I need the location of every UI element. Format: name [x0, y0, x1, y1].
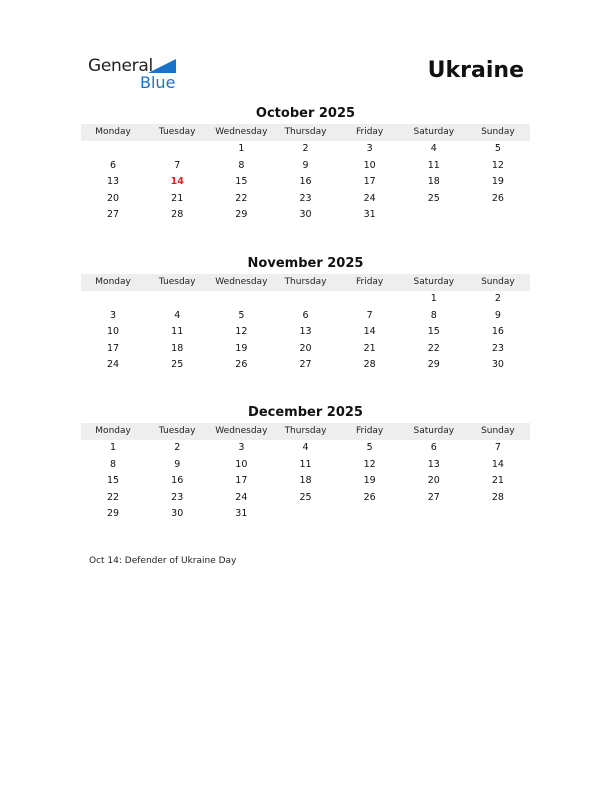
empty-day-cell — [145, 141, 209, 158]
day-cell: 30 — [171, 508, 184, 520]
empty-day-cell — [338, 291, 402, 308]
day-cell: 1 — [430, 293, 437, 304]
weekday-header: Tuesday — [158, 277, 196, 287]
day-cell: 4 — [174, 309, 181, 321]
day-cell: 23 — [299, 192, 312, 204]
day-cell: 16 — [171, 475, 184, 487]
empty-day-cell — [273, 506, 337, 523]
week-row — [81, 158, 530, 175]
day-cell: 3 — [238, 442, 245, 453]
day-cell: 28 — [363, 359, 376, 371]
day-cell: 23 — [171, 491, 184, 503]
weekday-header: Wednesday — [215, 127, 268, 137]
day-cell: 2 — [494, 293, 501, 304]
month-december — [81, 405, 530, 523]
week-row — [81, 308, 530, 325]
month-november — [81, 256, 530, 374]
day-cell: 31 — [235, 508, 248, 520]
day-cell: 18 — [299, 475, 312, 487]
week-row — [81, 440, 530, 457]
logo-triangle-icon — [148, 59, 176, 73]
day-cell: 1 — [238, 143, 245, 154]
holiday-note: Oct 14: Defender of Ukraine Day — [89, 556, 237, 566]
week-row — [81, 141, 530, 158]
week-row — [81, 324, 530, 341]
holiday-notes — [89, 556, 236, 566]
weekday-header-row — [81, 274, 530, 291]
empty-day-cell — [402, 506, 466, 523]
weekday-header: Monday — [95, 127, 131, 137]
weekday-header: Sunday — [481, 127, 515, 137]
day-cell: 16 — [299, 176, 312, 188]
day-cell: 4 — [302, 442, 309, 453]
empty-day-cell — [466, 506, 530, 523]
weekday-header: Wednesday — [215, 426, 268, 436]
day-cell: 7 — [174, 159, 181, 171]
day-cell: 5 — [366, 442, 373, 453]
empty-day-cell — [338, 506, 402, 523]
day-cell: 14 — [170, 176, 184, 188]
empty-day-cell — [209, 291, 273, 308]
day-cell: 3 — [366, 143, 373, 154]
week-row — [81, 174, 530, 191]
day-cell: 13 — [299, 326, 312, 338]
day-cell: 28 — [491, 491, 504, 503]
day-cell: 9 — [494, 309, 501, 321]
day-cell: 22 — [427, 342, 440, 354]
day-cell: 12 — [363, 458, 376, 470]
weekday-header: Saturday — [413, 127, 455, 137]
empty-day-cell — [273, 291, 337, 308]
empty-day-cell — [466, 207, 530, 224]
day-cell: 25 — [171, 359, 184, 371]
weekday-header-row — [81, 124, 530, 141]
week-row — [81, 357, 530, 374]
day-cell: 22 — [107, 491, 120, 503]
day-cell: 3 — [110, 309, 117, 321]
weekday-header: Friday — [355, 277, 384, 287]
day-cell: 26 — [363, 491, 376, 503]
weekday-header: Thursday — [284, 426, 327, 436]
day-cell: 5 — [494, 143, 501, 154]
weekday-header: Saturday — [413, 426, 455, 436]
day-cell: 16 — [491, 326, 504, 338]
day-cell: 15 — [235, 176, 248, 188]
day-cell: 9 — [302, 159, 309, 171]
day-cell: 8 — [238, 159, 245, 171]
day-cell: 14 — [363, 326, 376, 338]
day-cell: 10 — [363, 159, 376, 171]
day-cell: 2 — [174, 442, 181, 453]
day-cell: 17 — [107, 342, 120, 354]
day-cell: 18 — [171, 342, 184, 354]
day-cell: 24 — [107, 359, 120, 371]
day-cell: 11 — [427, 159, 440, 171]
day-cell: 12 — [235, 326, 248, 338]
logo-general-text: General — [88, 56, 153, 76]
week-row — [81, 506, 530, 523]
month-october — [81, 106, 530, 224]
day-cell: 12 — [491, 159, 504, 171]
day-cell: 27 — [427, 491, 440, 503]
day-cell: 14 — [491, 458, 504, 470]
day-cell: 15 — [107, 475, 120, 487]
week-row — [81, 191, 530, 208]
day-cell: 7 — [494, 442, 501, 453]
day-cell: 20 — [107, 192, 120, 204]
day-cell: 7 — [366, 309, 373, 321]
day-cell: 17 — [235, 475, 248, 487]
week-row — [81, 341, 530, 358]
generalblue-logo — [88, 56, 188, 92]
day-cell: 11 — [171, 326, 184, 338]
weekday-header: Wednesday — [215, 277, 268, 287]
weekday-header: Saturday — [413, 277, 455, 287]
week-row — [81, 490, 530, 507]
day-cell: 24 — [235, 491, 248, 503]
day-cell: 6 — [302, 309, 309, 321]
weekday-header: Thursday — [284, 277, 327, 287]
weekday-header: Friday — [355, 426, 384, 436]
weekday-header: Sunday — [481, 426, 515, 436]
week-row — [81, 207, 530, 224]
day-cell: 23 — [491, 342, 504, 354]
day-cell: 6 — [110, 159, 117, 171]
day-cell: 1 — [110, 442, 117, 453]
day-cell: 13 — [107, 176, 120, 188]
day-cell: 20 — [299, 342, 312, 354]
day-cell: 19 — [491, 176, 504, 188]
day-cell: 27 — [299, 359, 312, 371]
day-cell: 19 — [235, 342, 248, 354]
empty-day-cell — [145, 291, 209, 308]
empty-day-cell — [81, 291, 145, 308]
empty-day-cell — [402, 207, 466, 224]
day-cell: 30 — [491, 359, 504, 371]
day-cell: 13 — [427, 458, 440, 470]
month-title: November 2025 — [247, 256, 364, 271]
day-cell: 11 — [299, 458, 312, 470]
day-cell: 4 — [430, 143, 437, 154]
day-cell: 15 — [427, 326, 440, 338]
week-row — [81, 457, 530, 474]
day-cell: 21 — [363, 342, 376, 354]
weekday-header-row — [81, 423, 530, 440]
weekday-header: Sunday — [481, 277, 515, 287]
day-cell: 29 — [427, 359, 440, 371]
day-cell: 25 — [299, 491, 312, 503]
day-cell: 19 — [363, 475, 376, 487]
day-cell: 30 — [299, 209, 312, 221]
month-title: October 2025 — [255, 106, 356, 121]
day-cell: 18 — [427, 176, 440, 188]
weekday-header: Monday — [95, 277, 131, 287]
month-title: December 2025 — [248, 405, 363, 420]
day-cell: 24 — [363, 192, 376, 204]
day-cell: 6 — [430, 442, 437, 453]
day-cell: 26 — [491, 192, 504, 204]
day-cell: 29 — [107, 508, 120, 520]
day-cell: 20 — [427, 475, 440, 487]
day-cell: 27 — [107, 209, 120, 221]
day-cell: 5 — [238, 309, 245, 321]
logo-blue-text: Blue — [140, 73, 176, 92]
day-cell: 26 — [235, 359, 248, 371]
day-cell: 8 — [110, 458, 117, 470]
day-cell: 21 — [171, 192, 184, 204]
day-cell: 22 — [235, 192, 248, 204]
day-cell: 31 — [363, 209, 376, 221]
day-cell: 25 — [427, 192, 440, 204]
day-cell: 21 — [491, 475, 504, 487]
day-cell: 8 — [430, 309, 437, 321]
empty-day-cell — [81, 141, 145, 158]
day-cell: 2 — [302, 143, 309, 154]
country-title: Ukraine — [427, 58, 524, 83]
day-cell: 29 — [235, 209, 248, 221]
weekday-header: Tuesday — [158, 426, 196, 436]
day-cell: 10 — [107, 326, 120, 338]
day-cell: 28 — [171, 209, 184, 221]
day-cell: 10 — [235, 458, 248, 470]
day-cell: 9 — [174, 458, 181, 470]
week-row — [81, 291, 530, 308]
weekday-header: Tuesday — [158, 127, 196, 137]
day-cell: 17 — [363, 176, 376, 188]
weekday-header: Monday — [95, 426, 131, 436]
weekday-header: Thursday — [284, 127, 327, 137]
week-row — [81, 473, 530, 490]
weekday-header: Friday — [355, 127, 384, 137]
